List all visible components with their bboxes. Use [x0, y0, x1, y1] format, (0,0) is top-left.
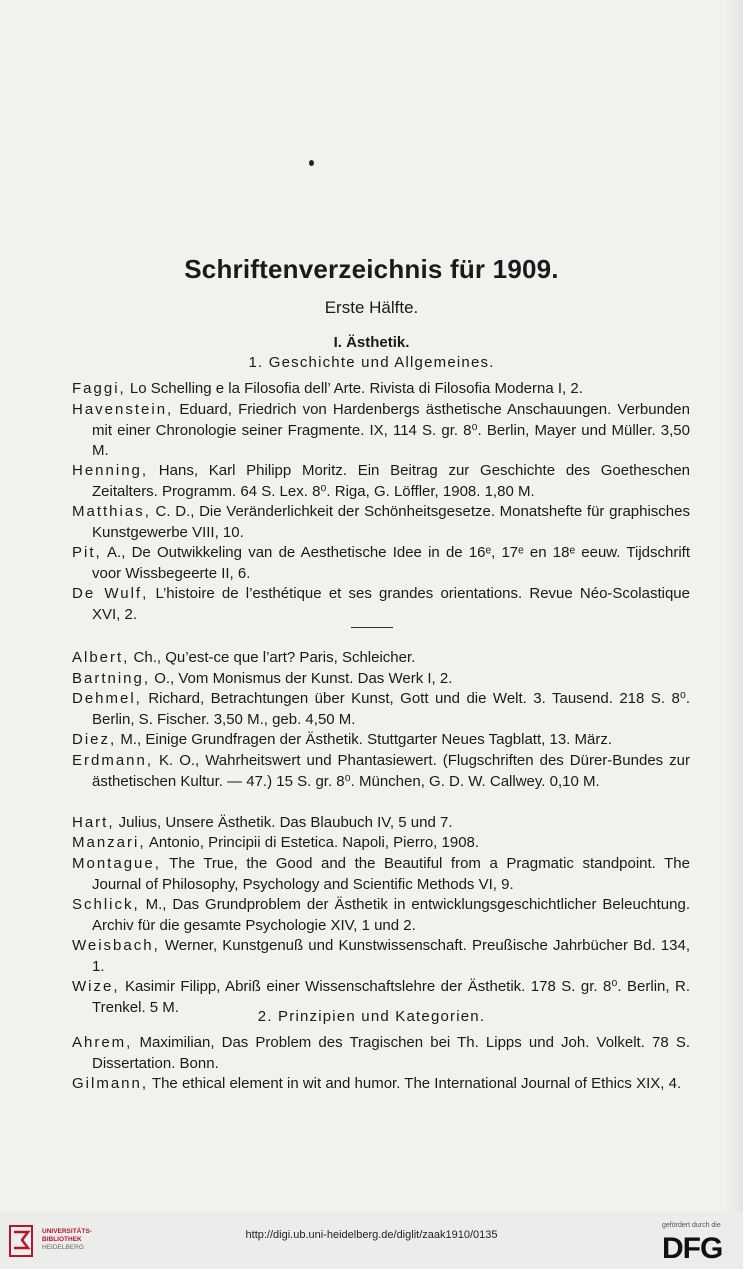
- entry-text: Werner, Kunstgenuß und Kunstwissenschaft. Preußische Jahrbücher Bd. 134, 1.: [92, 937, 690, 975]
- bibliography-entry: [72, 751, 690, 792]
- bibliography-entry: [72, 833, 690, 854]
- library-line-3: HEIDELBERG: [42, 1244, 84, 1251]
- bibliography-entry: [72, 689, 690, 730]
- section-divider: [351, 627, 393, 628]
- subsection-heading-history: 1. Geschichte und Allgemeines.: [248, 354, 495, 371]
- entry-author: Havenstein,: [72, 401, 174, 418]
- entry-text: Julius, Unsere Ästhetik. Das Blaubuch IV, 5 und 7.: [114, 814, 453, 831]
- entry-text: The True, the Good and the Beautiful from a Pragmatic standpoint. The Journal of Philosophy, Psychology and Scientific Methods VI, 9.: [92, 855, 690, 893]
- entry-author: Faggi,: [72, 380, 126, 397]
- entry-text: Kasimir Filipp, Abriß einer Wissenschaftslehre der Ästhetik. 178 S. gr. 8⁰. Berlin, R. Trenkel. 5 M.: [92, 978, 690, 1016]
- entry-author: Wize,: [72, 978, 120, 995]
- bibliography-entry: [72, 936, 690, 977]
- library-line-1: UNIVERSITÄTS-: [42, 1228, 92, 1235]
- entry-text: K. O., Wahrheitswert und Phantasiewert. (Flugschriften des Dürer-Bundes zur ästhetischen Kultur. — 47.) 15 S. gr. 8⁰. München, G. D. W. Callwey. 0,10 M.: [92, 752, 690, 790]
- bibliography-entry: [72, 1074, 690, 1095]
- university-library-logo-icon[interactable]: [8, 1222, 38, 1260]
- entry-author: De Wulf,: [72, 585, 149, 602]
- entry-text: The ethical element in wit and humor. The International Journal of Ethics XIX, 4.: [148, 1075, 682, 1092]
- bibliography-entry: [72, 669, 690, 690]
- bibliography-entry: [72, 502, 690, 543]
- entry-text: Antonio, Principii di Estetica. Napoli, Pierro, 1908.: [145, 834, 480, 851]
- entry-author: Bartning,: [72, 670, 151, 687]
- page-title: Schriftenverzeichnis für 1909.: [184, 254, 559, 284]
- entry-text: C. D., Die Veränderlichkeit der Schönheitsgesetze. Monatshefte für graphisches Kunstgewerbe VIII, 10.: [92, 503, 690, 541]
- entry-text: O., Vom Monismus der Kunst. Das Werk I, 2.: [150, 670, 453, 687]
- page-edge-shadow: [725, 0, 743, 1212]
- permalink-url[interactable]: http://digi.ub.uni-heidelberg.de/diglit/zaak1910/0135: [245, 1229, 498, 1241]
- bibliography-entry: [72, 400, 690, 462]
- entry-author: Manzari,: [72, 834, 146, 851]
- bibliography-entry: [72, 854, 690, 895]
- entry-text: M., Das Grundproblem der Ästhetik in entwicklungsgeschichtlicher Beleuchtung. Archiv für die gesamte Psychologie XIV, 1 und 2.: [92, 896, 690, 934]
- entry-author: Henning,: [72, 462, 149, 479]
- entry-text: Eduard, Friedrich von Hardenbergs ästhetische Anschauungen. Verbunden mit einer Chronologie seiner Fragmente. IX, 114 S. gr. 8⁰. Berlin, Mayer und Müller. 3,50 M.: [92, 401, 690, 459]
- entry-text: Richard, Betrachtungen über Kunst, Gott und die Welt. 3. Tausend. 218 S. 8⁰. Berlin, S. Fischer. 3,50 M., geb. 4,50 M.: [92, 690, 690, 728]
- page-subtitle: Erste Hälfte.: [324, 298, 419, 317]
- entry-author: Ahrem,: [72, 1034, 133, 1051]
- entry-author: Diez,: [72, 731, 117, 748]
- entry-text: A., De Outwikkeling van de Aesthetische Idee in de 16ᵉ, 17ᵉ en 18ᵉ eeuw. Tijdschrift voor Wissbegeerte II, 6.: [92, 544, 690, 582]
- entry-author: Albert,: [72, 649, 130, 666]
- bibliography-entry: [72, 648, 690, 669]
- entry-author: Schlick,: [72, 896, 140, 913]
- entry-author: Dehmel,: [72, 690, 142, 707]
- entry-text: Lo Schelling e la Filosofia dell’ Arte. Rivista di Filosofia Moderna I, 2.: [125, 380, 583, 397]
- bibliography-entry: [72, 543, 690, 584]
- dfg-logo[interactable]: DFG: [662, 1232, 723, 1265]
- entry-author: Weisbach,: [72, 937, 160, 954]
- entry-text: Maximilian, Das Problem des Tragischen bei Th. Lipps und Joh. Volkelt. 78 S. Dissertation. Bonn.: [92, 1034, 690, 1072]
- bibliography-entry: [72, 730, 690, 751]
- entry-text: L’histoire de l’esthétique et ses grandes orientations. Revue Néo-Scolastique XVI, 2.: [92, 585, 690, 623]
- entry-text: M., Einige Grundfragen der Ästhetik. Stuttgarter Neues Tagblatt, 13. März.: [116, 731, 612, 748]
- entry-author: Montague,: [72, 855, 161, 872]
- library-line-2: BIBLIOTHEK: [42, 1236, 82, 1243]
- bibliography-entry: [72, 895, 690, 936]
- ink-dot: [309, 160, 314, 166]
- entry-text: Hans, Karl Philipp Moritz. Ein Beitrag zur Geschichte des Goetheschen Zeitalters. Programm. 64 S. Lex. 8⁰. Riga, G. Löffler, 1908. 1,80 M.: [92, 462, 690, 500]
- entry-author: Pit,: [72, 544, 102, 561]
- bibliography-entry: [72, 379, 690, 400]
- entry-author: Hart,: [72, 814, 115, 831]
- bibliography-entry: [72, 461, 690, 502]
- section-heading: I. Ästhetik.: [333, 334, 410, 351]
- entry-author: Gilmann,: [72, 1075, 149, 1092]
- entry-author: Erdmann,: [72, 752, 154, 769]
- entry-author: Matthias,: [72, 503, 151, 520]
- bibliography-entry: [72, 584, 690, 625]
- entry-text: Ch., Qu’est-ce que l’art? Paris, Schleicher.: [129, 649, 416, 666]
- bibliography-entry: [72, 813, 690, 834]
- subsection-heading-principles: 2. Prinzipien und Kategorien.: [257, 1008, 486, 1025]
- bibliography-entry: [72, 1033, 690, 1074]
- funder-note: gefördert durch die: [662, 1222, 721, 1229]
